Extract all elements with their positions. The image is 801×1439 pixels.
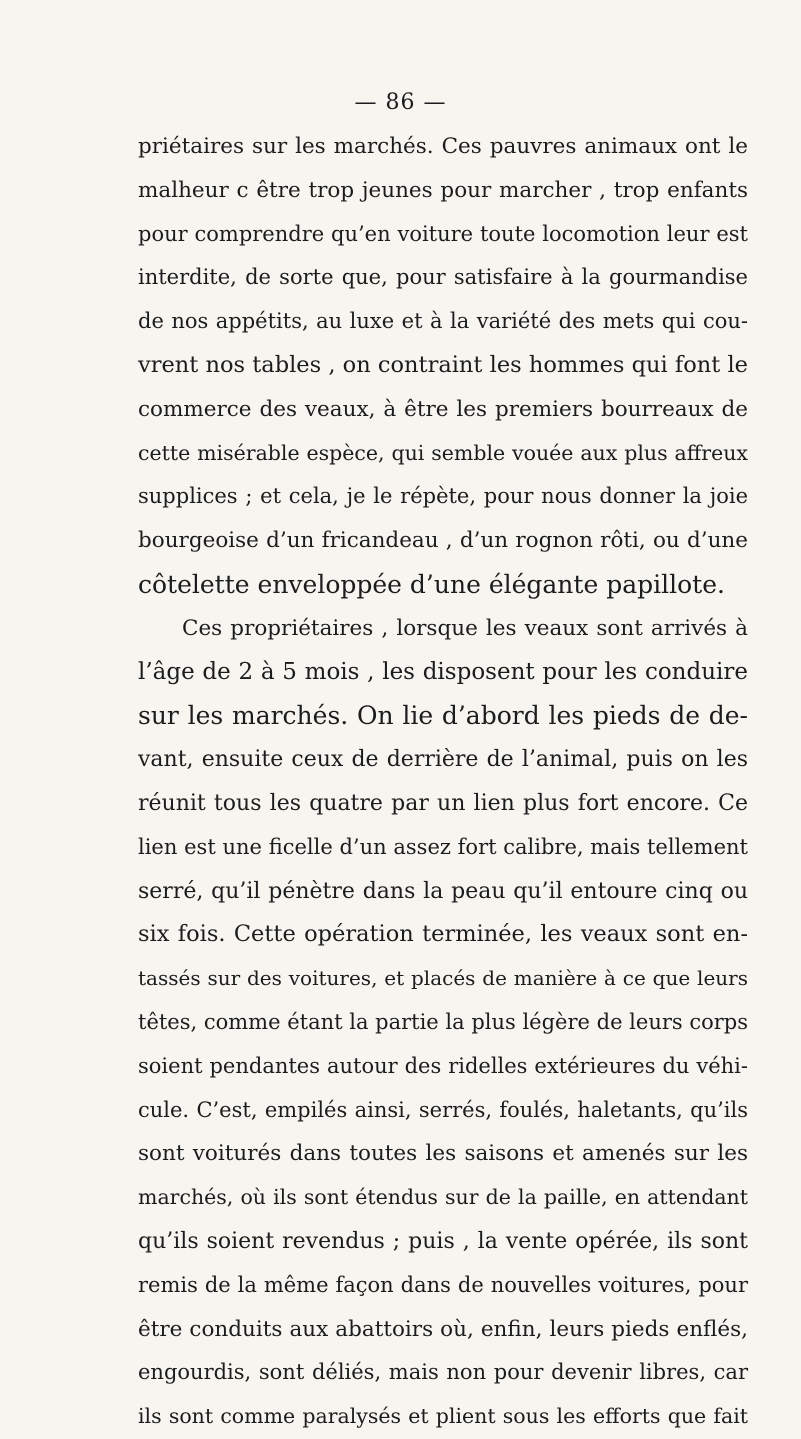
text-line: de nos appétits, au luxe et à la variété des mets qui cou- <box>138 309 748 334</box>
text-line: qu’ils soient revendus ; puis , la vente opérée, ils sont <box>138 1228 748 1254</box>
text-line: l’âge de 2 à 5 mois , les disposent pour les conduire <box>138 658 748 685</box>
text-line: être conduits aux abattoirs où, enfin, leurs pieds enflés, <box>138 1316 748 1342</box>
text-line: interdite, de sorte que, pour satisfaire à la gourmandise <box>138 265 748 290</box>
text-line: remis de la même façon dans de nouvelles voitures, pour <box>138 1272 748 1297</box>
text-line: têtes, comme étant la partie la plus légère de leurs corps <box>138 1009 748 1034</box>
text-line: tassés sur des voitures, et placés de manière à ce que leurs <box>138 966 748 991</box>
text-line: sont voiturés dans toutes les saisons et amenés sur les <box>138 1141 748 1167</box>
text-line: priétaires sur les marchés. Ces pauvres animaux ont le <box>138 134 748 159</box>
text-line: engourdis, sont déliés, mais non pour devenir libres, car <box>138 1360 748 1385</box>
text-line: serré, qu’il pénètre dans la peau qu’il entoure cinq ou <box>138 878 748 904</box>
text-line: réunit tous les quatre par un lien plus fort encore. Ce <box>138 790 748 816</box>
text-line: pour comprendre qu’en voiture toute locomotion leur est <box>138 221 748 246</box>
text-line: supplices ; et cela, je le répète, pour nous donner la joie <box>138 484 748 509</box>
text-line: sur les marchés. On lie d’abord les pieds de de- <box>138 701 748 731</box>
text-line: cule. C’est, empilés ainsi, serrés, foulés, haletants, qu’ils <box>138 1097 748 1122</box>
text-line: commerce des veaux, à être les premiers bourreaux de <box>138 396 748 422</box>
text-line: cette misérable espèce, qui semble vouée aux plus affreux <box>138 440 748 465</box>
text-line: côtelette enveloppée d’une élégante papillote. <box>138 569 725 599</box>
text-line: soient pendantes autour des ridelles extérieures du véhi- <box>138 1053 748 1078</box>
text-line: vant, ensuite ceux de derrière de l’animal, puis on les <box>138 747 748 773</box>
text-line: ils sont comme paralysés et plient sous les efforts que fait <box>138 1404 748 1429</box>
text-line: bourgeoise d’un fricandeau , d’un rognon rôti, ou d’une <box>138 528 748 554</box>
text-line: lien est une ficelle d’un assez fort calibre, mais tellement <box>138 834 748 859</box>
text-line: Ces propriétaires , lorsque les veaux sont arrivés à <box>182 615 748 641</box>
page-number: — 86 — <box>354 90 447 115</box>
text-line: malheur c être trop jeunes pour marcher , trop enfants <box>138 177 748 203</box>
text-line: six fois. Cette opération terminée, les veaux sont en- <box>138 921 748 948</box>
text-line: vrent nos tables , on contraint les hommes qui font le <box>138 351 748 378</box>
body-text <box>138 125 748 1439</box>
text-line: marchés, où ils sont étendus sur de la paille, en attendant <box>138 1185 748 1210</box>
